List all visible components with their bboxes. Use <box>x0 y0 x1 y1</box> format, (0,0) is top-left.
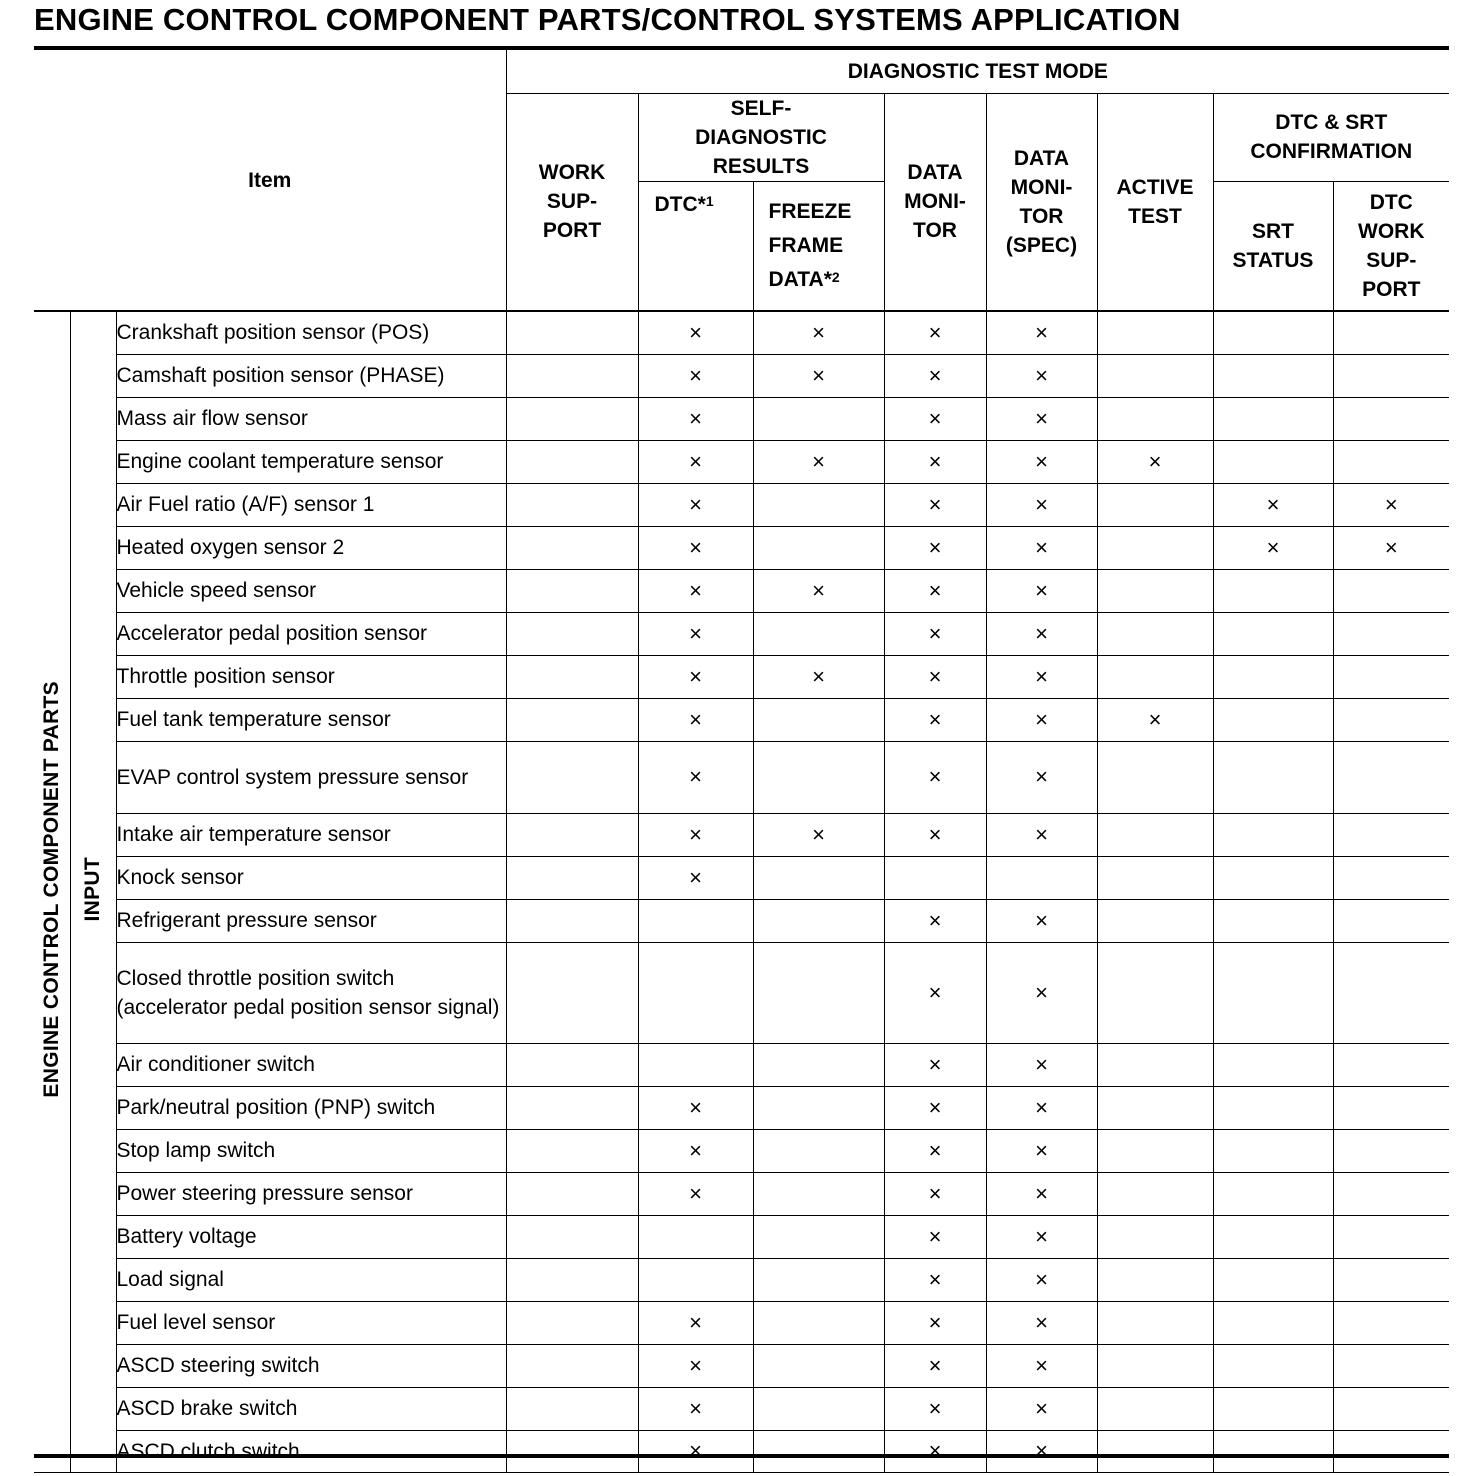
item-name: Power steering pressure sensor <box>116 1172 506 1215</box>
mark-cell-data-monitor-spec: × <box>986 1129 1097 1172</box>
item-name: Intake air temperature sensor <box>116 813 506 856</box>
item-name: Load signal <box>116 1258 506 1301</box>
table-row <box>34 698 1449 741</box>
table-row <box>34 1086 1449 1129</box>
mark-cell-dtc-work-support <box>1333 1086 1449 1129</box>
mark-cell-data-monitor-spec: × <box>986 612 1097 655</box>
mark-cell-active-test <box>1097 483 1213 526</box>
mark-cell-srt-status <box>1213 741 1333 813</box>
mark-cell-dtc-work-support <box>1333 612 1449 655</box>
mark-cell-srt-status <box>1213 354 1333 397</box>
mark-cell-data-monitor: × <box>884 741 986 813</box>
mark-cell-freeze-frame <box>753 1387 884 1430</box>
mark-cell-dtc-work-support <box>1333 942 1449 1043</box>
dtc-header: DTC*$^1$ <box>638 181 753 311</box>
table-row <box>34 856 1449 899</box>
mark-cell-dtc-work-support <box>1333 655 1449 698</box>
mark-cell-data-monitor-spec: × <box>986 569 1097 612</box>
mark-cell-freeze-frame <box>753 397 884 440</box>
mark-cell-srt-status <box>1213 1043 1333 1086</box>
mark-cell-work-support <box>506 311 638 354</box>
mark-cell-data-monitor-spec: × <box>986 813 1097 856</box>
mark-cell-data-monitor-spec: × <box>986 1043 1097 1086</box>
mark-cell-data-monitor-spec: × <box>986 741 1097 813</box>
mark-cell-srt-status <box>1213 1086 1333 1129</box>
item-name: Knock sensor <box>116 856 506 899</box>
bottom-rule <box>34 1454 1449 1458</box>
srt-status-header: SRT STATUS <box>1213 181 1333 311</box>
mark-cell-dtc: × <box>638 612 753 655</box>
item-name: Park/neutral position (PNP) switch <box>116 1086 506 1129</box>
mark-cell-freeze-frame <box>753 856 884 899</box>
mark-cell-dtc: × <box>638 741 753 813</box>
mark-cell-freeze-frame: × <box>753 655 884 698</box>
mark-cell-active-test <box>1097 899 1213 942</box>
mark-cell-data-monitor: × <box>884 698 986 741</box>
mark-cell-active-test <box>1097 1430 1213 1472</box>
item-name: Refrigerant pressure sensor <box>116 899 506 942</box>
mark-cell-work-support <box>506 856 638 899</box>
mark-cell-data-monitor: × <box>884 1301 986 1344</box>
table-row <box>34 397 1449 440</box>
item-name: Battery voltage <box>116 1215 506 1258</box>
table-row <box>34 1430 1449 1472</box>
mark-cell-active-test <box>1097 526 1213 569</box>
table-row <box>34 311 1449 354</box>
mark-cell-work-support <box>506 741 638 813</box>
mark-cell-data-monitor-spec: × <box>986 698 1097 741</box>
mark-cell-dtc-work-support <box>1333 1301 1449 1344</box>
mark-cell-data-monitor: × <box>884 569 986 612</box>
mark-cell-srt-status <box>1213 1258 1333 1301</box>
item-name: ASCD clutch switch <box>116 1430 506 1472</box>
mark-cell-active-test <box>1097 569 1213 612</box>
mark-cell-active-test <box>1097 1086 1213 1129</box>
mark-cell-work-support <box>506 1258 638 1301</box>
mark-cell-data-monitor-spec: × <box>986 440 1097 483</box>
mark-cell-dtc: × <box>638 1086 753 1129</box>
mark-cell-dtc: × <box>638 440 753 483</box>
mark-cell-work-support <box>506 1430 638 1472</box>
table-row <box>34 354 1449 397</box>
mark-cell-data-monitor: × <box>884 526 986 569</box>
item-name: Crankshaft position sensor (POS) <box>116 311 506 354</box>
mark-cell-srt-status <box>1213 698 1333 741</box>
document-title: ENGINE CONTROL COMPONENT PARTS/CONTROL SYSTEMS APPLICATION <box>34 2 1181 37</box>
mark-cell-work-support <box>506 698 638 741</box>
dtc-srt-confirmation-header: DTC & SRT CONFIRMATION <box>1213 93 1449 181</box>
mark-cell-dtc-work-support <box>1333 856 1449 899</box>
mark-cell-active-test <box>1097 612 1213 655</box>
mark-cell-dtc-work-support <box>1333 1344 1449 1387</box>
table-row <box>34 1172 1449 1215</box>
mark-cell-srt-status <box>1213 569 1333 612</box>
mark-cell-freeze-frame <box>753 1258 884 1301</box>
mark-cell-data-monitor: × <box>884 1043 986 1086</box>
mark-cell-data-monitor-spec: × <box>986 1086 1097 1129</box>
item-header: Item <box>34 50 506 311</box>
mark-cell-dtc: × <box>638 1387 753 1430</box>
mark-cell-dtc <box>638 1258 753 1301</box>
mark-cell-data-monitor-spec <box>986 856 1097 899</box>
mark-cell-srt-status <box>1213 813 1333 856</box>
item-name: Fuel tank temperature sensor <box>116 698 506 741</box>
mark-cell-dtc-work-support <box>1333 569 1449 612</box>
mark-cell-dtc: × <box>638 856 753 899</box>
mark-cell-active-test <box>1097 655 1213 698</box>
mark-cell-work-support <box>506 483 638 526</box>
mark-cell-work-support <box>506 526 638 569</box>
item-name: Camshaft position sensor (PHASE) <box>116 354 506 397</box>
mark-cell-dtc: × <box>638 1301 753 1344</box>
mark-cell-dtc: × <box>638 655 753 698</box>
item-name: ASCD steering switch <box>116 1344 506 1387</box>
item-name: Engine coolant temperature sensor <box>116 440 506 483</box>
table-row <box>34 612 1449 655</box>
mark-cell-data-monitor: × <box>884 942 986 1043</box>
mark-cell-active-test <box>1097 741 1213 813</box>
mark-cell-dtc: × <box>638 526 753 569</box>
mark-cell-srt-status <box>1213 440 1333 483</box>
mark-cell-freeze-frame: × <box>753 813 884 856</box>
mark-cell-work-support <box>506 899 638 942</box>
mark-cell-active-test <box>1097 1258 1213 1301</box>
mark-cell-data-monitor: × <box>884 655 986 698</box>
mark-cell-srt-status: × <box>1213 483 1333 526</box>
mark-cell-dtc-work-support <box>1333 1043 1449 1086</box>
dtc-work-support-header: DTC WORK SUP-PORT <box>1333 181 1449 311</box>
mark-cell-dtc: × <box>638 1129 753 1172</box>
mark-cell-work-support <box>506 1086 638 1129</box>
mark-cell-dtc-work-support <box>1333 1387 1449 1430</box>
mark-cell-data-monitor-spec: × <box>986 483 1097 526</box>
subgroup-label-cell <box>70 311 116 1472</box>
mark-cell-work-support <box>506 813 638 856</box>
mark-cell-dtc-work-support <box>1333 354 1449 397</box>
mark-cell-work-support <box>506 569 638 612</box>
mark-cell-srt-status <box>1213 1344 1333 1387</box>
mark-cell-freeze-frame <box>753 1430 884 1472</box>
mark-cell-work-support <box>506 1043 638 1086</box>
item-name: Heated oxygen sensor 2 <box>116 526 506 569</box>
item-name: ASCD brake switch <box>116 1387 506 1430</box>
mark-cell-dtc: × <box>638 397 753 440</box>
item-name: Air conditioner switch <box>116 1043 506 1086</box>
table-row <box>34 1258 1449 1301</box>
mark-cell-work-support <box>506 1172 638 1215</box>
mark-cell-work-support <box>506 1344 638 1387</box>
table-row <box>34 1129 1449 1172</box>
table-row <box>34 440 1449 483</box>
mark-cell-srt-status <box>1213 899 1333 942</box>
mark-cell-data-monitor-spec: × <box>986 526 1097 569</box>
item-name: Air Fuel ratio (A/F) sensor 1 <box>116 483 506 526</box>
item-name: Stop lamp switch <box>116 1129 506 1172</box>
mark-cell-work-support <box>506 612 638 655</box>
mark-cell-dtc: × <box>638 1344 753 1387</box>
item-name: Accelerator pedal position sensor <box>116 612 506 655</box>
mark-cell-srt-status <box>1213 397 1333 440</box>
item-name: Mass air flow sensor <box>116 397 506 440</box>
mark-cell-freeze-frame <box>753 1129 884 1172</box>
freeze-frame-header: FREEZE FRAME DATA*$^2$ <box>753 181 884 311</box>
mark-cell-work-support <box>506 354 638 397</box>
mark-cell-dtc: × <box>638 813 753 856</box>
mark-cell-data-monitor: × <box>884 311 986 354</box>
diagnostic-test-mode-header: DIAGNOSTIC TEST MODE <box>506 50 1449 93</box>
mark-cell-data-monitor-spec: × <box>986 1430 1097 1472</box>
mark-cell-dtc-work-support <box>1333 1430 1449 1472</box>
mark-cell-active-test <box>1097 1387 1213 1430</box>
mark-cell-dtc-work-support <box>1333 1215 1449 1258</box>
mark-cell-work-support <box>506 655 638 698</box>
mark-cell-srt-status <box>1213 612 1333 655</box>
mark-cell-dtc-work-support <box>1333 741 1449 813</box>
table-row <box>34 526 1449 569</box>
mark-cell-data-monitor-spec: × <box>986 311 1097 354</box>
mark-cell-data-monitor: × <box>884 354 986 397</box>
mark-cell-dtc: × <box>638 698 753 741</box>
table-row <box>34 1215 1449 1258</box>
mark-cell-active-test <box>1097 311 1213 354</box>
mark-cell-dtc-work-support <box>1333 899 1449 942</box>
group-label: ENGINE CONTROL COMPONENT PARTS <box>39 680 63 1098</box>
data-monitor-header: DATA MONI-TOR <box>884 93 986 311</box>
mark-cell-freeze-frame: × <box>753 354 884 397</box>
mark-cell-active-test <box>1097 1215 1213 1258</box>
table-row <box>34 1387 1449 1430</box>
mark-cell-work-support <box>506 942 638 1043</box>
mark-cell-data-monitor-spec: × <box>986 655 1097 698</box>
mark-cell-work-support <box>506 397 638 440</box>
mark-cell-srt-status <box>1213 655 1333 698</box>
mark-cell-freeze-frame: × <box>753 569 884 612</box>
mark-cell-data-monitor-spec: × <box>986 1301 1097 1344</box>
mark-cell-dtc: × <box>638 483 753 526</box>
mark-cell-data-monitor: × <box>884 813 986 856</box>
mark-cell-active-test <box>1097 1301 1213 1344</box>
mark-cell-work-support <box>506 1129 638 1172</box>
mark-cell-data-monitor-spec: × <box>986 1387 1097 1430</box>
mark-cell-work-support <box>506 1215 638 1258</box>
mark-cell-dtc-work-support <box>1333 698 1449 741</box>
mark-cell-srt-status <box>1213 1387 1333 1430</box>
mark-cell-dtc-work-support <box>1333 311 1449 354</box>
mark-cell-freeze-frame <box>753 1043 884 1086</box>
mark-cell-active-test <box>1097 942 1213 1043</box>
mark-cell-freeze-frame <box>753 942 884 1043</box>
mark-cell-active-test <box>1097 1129 1213 1172</box>
mark-cell-data-monitor: × <box>884 612 986 655</box>
mark-cell-work-support <box>506 440 638 483</box>
mark-cell-data-monitor: × <box>884 1129 986 1172</box>
mark-cell-active-test: × <box>1097 440 1213 483</box>
mark-cell-data-monitor-spec: × <box>986 899 1097 942</box>
table-row <box>34 1043 1449 1086</box>
mark-cell-srt-status <box>1213 942 1333 1043</box>
mark-cell-srt-status <box>1213 1301 1333 1344</box>
mark-cell-data-monitor-spec: × <box>986 397 1097 440</box>
mark-cell-data-monitor: × <box>884 1430 986 1472</box>
mark-cell-dtc <box>638 1043 753 1086</box>
self-diagnostic-results-header: SELF-DIAGNOSTIC RESULTS <box>638 93 884 181</box>
mark-cell-data-monitor-spec: × <box>986 1258 1097 1301</box>
mark-cell-data-monitor: × <box>884 483 986 526</box>
mark-cell-data-monitor: × <box>884 1086 986 1129</box>
mark-cell-freeze-frame <box>753 526 884 569</box>
mark-cell-dtc <box>638 1215 753 1258</box>
mark-cell-srt-status <box>1213 311 1333 354</box>
mark-cell-data-monitor <box>884 856 986 899</box>
table-row <box>34 655 1449 698</box>
mark-cell-dtc-work-support <box>1333 1258 1449 1301</box>
mark-cell-freeze-frame <box>753 899 884 942</box>
table-row <box>34 1344 1449 1387</box>
mark-cell-data-monitor: × <box>884 1258 986 1301</box>
mark-cell-data-monitor: × <box>884 1215 986 1258</box>
mark-cell-data-monitor: × <box>884 899 986 942</box>
mark-cell-data-monitor: × <box>884 397 986 440</box>
mark-cell-active-test <box>1097 1344 1213 1387</box>
mark-cell-active-test <box>1097 813 1213 856</box>
mark-cell-dtc-work-support <box>1333 1172 1449 1215</box>
table-row <box>34 741 1449 813</box>
item-name: Closed throttle position switch (accelerator pedal position sensor signal) <box>116 942 506 1043</box>
subgroup-label: INPUT <box>81 857 104 922</box>
mark-cell-dtc-work-support: × <box>1333 483 1449 526</box>
mark-cell-work-support <box>506 1387 638 1430</box>
mark-cell-freeze-frame <box>753 1344 884 1387</box>
table-row <box>34 813 1449 856</box>
mark-cell-srt-status <box>1213 1430 1333 1472</box>
mark-cell-dtc-work-support <box>1333 813 1449 856</box>
mark-cell-dtc <box>638 942 753 1043</box>
mark-cell-srt-status: × <box>1213 526 1333 569</box>
mark-cell-dtc <box>638 899 753 942</box>
mark-cell-freeze-frame <box>753 483 884 526</box>
item-name: Throttle position sensor <box>116 655 506 698</box>
group-label-cell <box>34 311 70 1472</box>
mark-cell-freeze-frame <box>753 741 884 813</box>
mark-cell-freeze-frame <box>753 698 884 741</box>
table-row <box>34 483 1449 526</box>
mark-cell-data-monitor-spec: × <box>986 1215 1097 1258</box>
item-name: EVAP control system pressure sensor <box>116 741 506 813</box>
mark-cell-data-monitor-spec: × <box>986 942 1097 1043</box>
mark-cell-active-test <box>1097 354 1213 397</box>
mark-cell-freeze-frame: × <box>753 440 884 483</box>
mark-cell-data-monitor: × <box>884 1387 986 1430</box>
mark-cell-freeze-frame <box>753 612 884 655</box>
mark-cell-data-monitor: × <box>884 1172 986 1215</box>
table-row <box>34 899 1449 942</box>
mark-cell-dtc-work-support <box>1333 440 1449 483</box>
mark-cell-dtc: × <box>638 354 753 397</box>
mark-cell-active-test <box>1097 856 1213 899</box>
mark-cell-srt-status <box>1213 1129 1333 1172</box>
mark-cell-active-test: × <box>1097 698 1213 741</box>
mark-cell-data-monitor: × <box>884 440 986 483</box>
mark-cell-freeze-frame <box>753 1301 884 1344</box>
mark-cell-srt-status <box>1213 856 1333 899</box>
table-row <box>34 942 1449 1043</box>
mark-cell-data-monitor: × <box>884 1344 986 1387</box>
mark-cell-freeze-frame <box>753 1215 884 1258</box>
mark-cell-data-monitor-spec: × <box>986 1344 1097 1387</box>
mark-cell-freeze-frame <box>753 1172 884 1215</box>
work-support-header: WORK SUP-PORT <box>506 93 638 311</box>
mark-cell-dtc: × <box>638 1430 753 1472</box>
mark-cell-data-monitor-spec: × <box>986 354 1097 397</box>
table-body <box>34 311 1449 1472</box>
mark-cell-active-test <box>1097 1172 1213 1215</box>
active-test-header: ACTIVE TEST <box>1097 93 1213 311</box>
mark-cell-dtc: × <box>638 311 753 354</box>
application-table <box>34 50 1449 1473</box>
mark-cell-srt-status <box>1213 1215 1333 1258</box>
mark-cell-freeze-frame <box>753 1086 884 1129</box>
item-name: Vehicle speed sensor <box>116 569 506 612</box>
table-row <box>34 1301 1449 1344</box>
mark-cell-dtc-work-support <box>1333 1129 1449 1172</box>
data-monitor-spec-header: DATA MONI-TOR (SPEC) <box>986 93 1097 311</box>
mark-cell-active-test <box>1097 1043 1213 1086</box>
mark-cell-data-monitor-spec: × <box>986 1172 1097 1215</box>
mark-cell-dtc: × <box>638 569 753 612</box>
mark-cell-dtc-work-support: × <box>1333 526 1449 569</box>
mark-cell-work-support <box>506 1301 638 1344</box>
table-row <box>34 569 1449 612</box>
mark-cell-dtc-work-support <box>1333 397 1449 440</box>
mark-cell-freeze-frame: × <box>753 311 884 354</box>
mark-cell-srt-status <box>1213 1172 1333 1215</box>
item-name: Fuel level sensor <box>116 1301 506 1344</box>
mark-cell-active-test <box>1097 397 1213 440</box>
mark-cell-dtc: × <box>638 1172 753 1215</box>
